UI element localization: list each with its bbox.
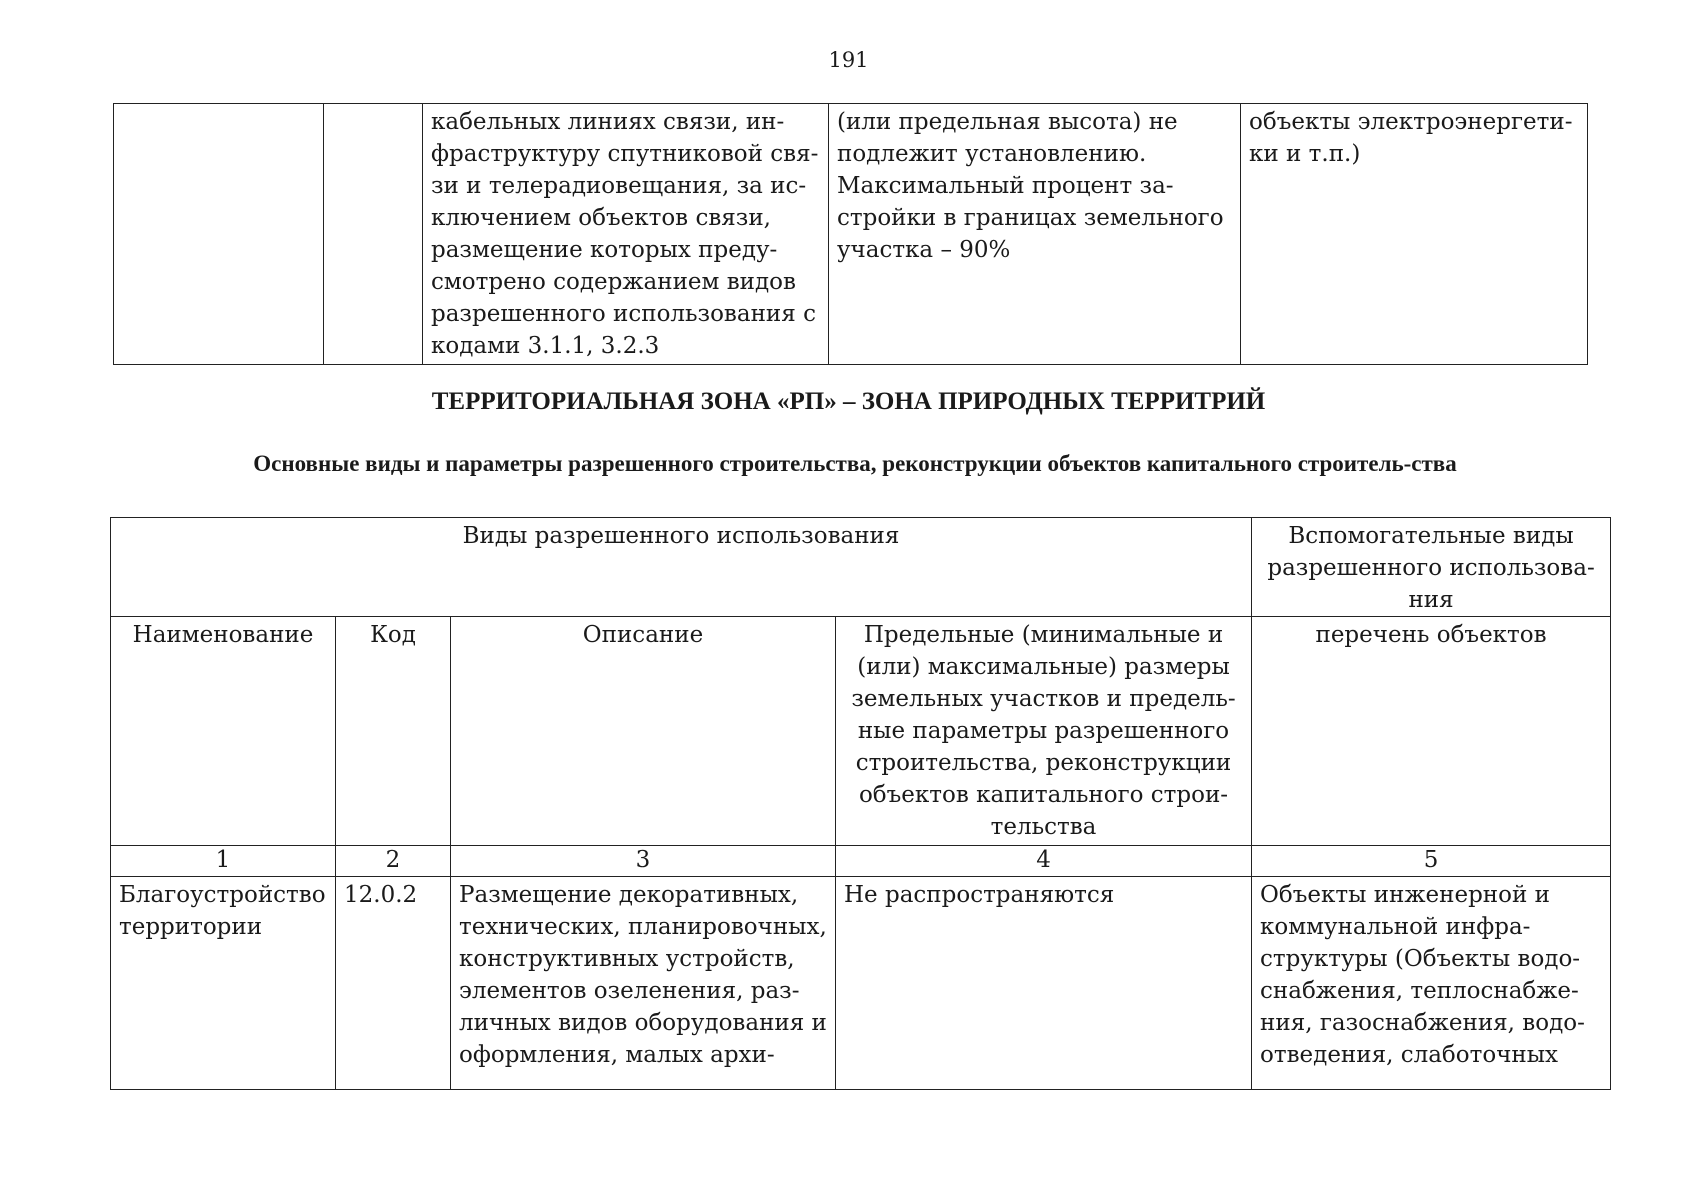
column-header-row bbox=[111, 617, 1611, 846]
table-cell bbox=[324, 104, 423, 365]
cell-objects: Объекты инженерной и коммунальной инфра-структуры (Объекты водо-снабжения, теплоснабже-ния, газоснабжения, водо-отведения, слаботочных bbox=[1252, 877, 1611, 1090]
table-row bbox=[111, 877, 1611, 1090]
zone-title: ТЕРРИТОРИАЛЬНАЯ ЗОНА «РП» – ЗОНА ПРИРОДНЫХ ТЕРРИТРИЙ bbox=[431, 388, 1266, 415]
table-row bbox=[114, 104, 1588, 365]
column-number: 4 bbox=[836, 846, 1252, 877]
cell-name: Благоустройство территории bbox=[111, 877, 336, 1090]
cell-description: Размещение декоративных, технических, планировочных, конструктивных устройств, элементов озеленения, раз-личных видов оборудования и оформления, малых архи- bbox=[451, 877, 836, 1090]
section-title: Основные виды и параметры разрешенного строительства, реконструкции объектов капитального строитель-ства bbox=[253, 451, 1457, 476]
column-header-description: Описание bbox=[451, 617, 836, 846]
table-cell: объекты электроэнергети-ки и т.п.) bbox=[1241, 104, 1588, 365]
cell-code: 12.0.2 bbox=[336, 877, 451, 1090]
group-header-row bbox=[111, 518, 1611, 617]
column-number: 2 bbox=[336, 846, 451, 877]
column-header-code: Код bbox=[336, 617, 451, 846]
column-header-name: Наименование bbox=[111, 617, 336, 846]
group-header-aux: Вспомогательные виды разрешенного использова-ния bbox=[1252, 518, 1611, 617]
zone-table bbox=[110, 517, 1611, 1090]
continued-table bbox=[113, 103, 1588, 365]
cell-limits: Не распространяются bbox=[836, 877, 1252, 1090]
table-cell: (или предельная высота) не подлежит установлению. Максимальный процент за-стройки в границах земельного участка – 90% bbox=[829, 104, 1241, 365]
column-number: 3 bbox=[451, 846, 836, 877]
table-cell bbox=[114, 104, 324, 365]
column-number: 5 bbox=[1252, 846, 1611, 877]
table-cell: кабельных линиях связи, ин-фраструктуру спутниковой свя-зи и телерадиовещания, за ис-ключением объектов связи, размещение которых преду-смотрено содержанием видов разрешенного использования с кодами 3.1.1, 3.2.3 bbox=[423, 104, 829, 365]
column-header-objects: перечень объектов bbox=[1252, 617, 1611, 846]
page-number: 191 bbox=[828, 48, 869, 72]
group-header-main: Виды разрешенного использования bbox=[111, 518, 1252, 617]
column-number-row bbox=[111, 846, 1611, 877]
column-header-limits: Предельные (минимальные и (или) максимальные) размеры земельных участков и предель-ные параметры разрешенного строительства, реконструкции объектов капитального строи-тельства bbox=[836, 617, 1252, 846]
column-number: 1 bbox=[111, 846, 336, 877]
